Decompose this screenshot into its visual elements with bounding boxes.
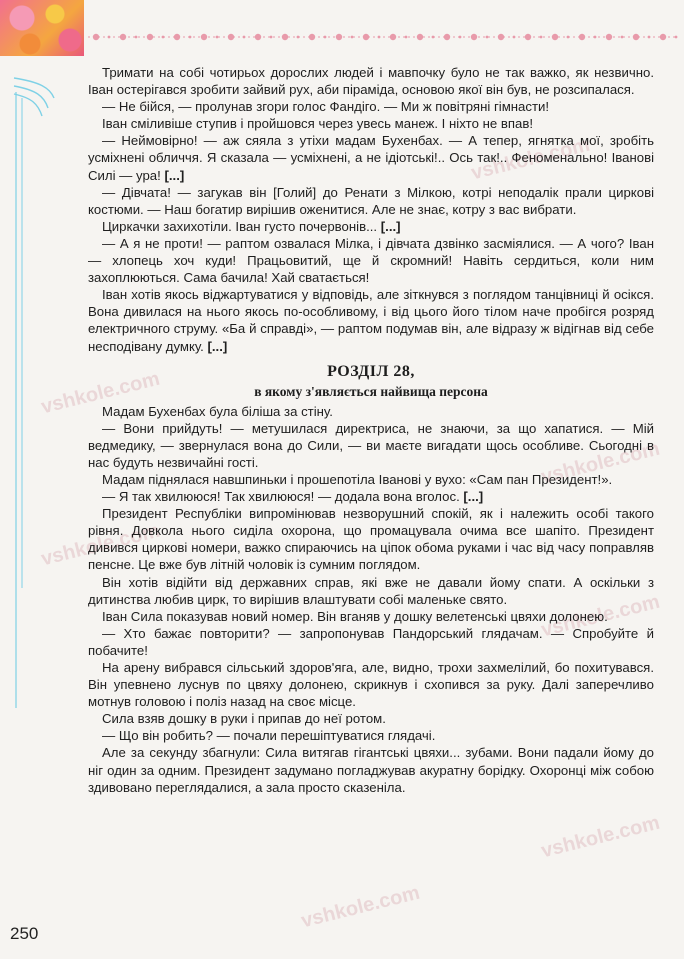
paragraph	[88, 218, 654, 235]
watermark: vshkole.com	[39, 519, 162, 571]
paragraph	[88, 574, 654, 608]
watermark: vshkole.com	[539, 811, 662, 863]
page-number: 250	[10, 924, 39, 943]
paragraph-text: Мадам Бухенбах була біліша за стіну.	[102, 403, 333, 419]
paragraph	[88, 710, 654, 727]
paragraph-text: — Хто бажає повторити? — запропонував Пандорський глядачам. — Спробуйте й побачите!	[88, 625, 654, 658]
corner-decoration	[0, 0, 84, 56]
paragraphs-after-section	[88, 403, 654, 796]
paragraph-text: Іван Сила показував новий номер. Він вганяв у дошку велетенські цвяхи долонею.	[102, 608, 608, 624]
omission-mark: [...]	[164, 167, 185, 183]
paragraph	[88, 403, 654, 420]
section-title: РОЗДІЛ 28,	[327, 362, 415, 380]
paragraph-text: — А я не проти! — раптом озвалася Мілка, і дівчата дзвінко засміялися. — А чого? Іван — хлопець хоч куди! Працьовитий, ще й скромний! Навіть сердиться, коли ним захоплюються. Сама бачила! Хай сватається!	[88, 235, 654, 286]
paragraph	[88, 132, 654, 183]
text-body	[88, 64, 654, 796]
paragraph-text: Іван сміливіше ступив і пройшовся через увесь манеж. І ніхто не впав!	[102, 116, 533, 132]
paragraph	[88, 744, 654, 795]
paragraph	[88, 471, 654, 488]
paragraph	[88, 235, 654, 286]
paragraph-text: Іван хотів якось віджартуватися у відповідь, але зіткнувся з поглядом танцівниці й осікся. Вона дивилася на нього якось по-особливому, і від цього його тілом наче пробігся розряд електричного струму. «Ба й справді», — раптом подумав він, але відразу ж відігнав від себе несподівану думку.	[88, 287, 654, 354]
section-subtitle: в якому з'являється найвища персона	[254, 383, 488, 399]
watermark: vshkole.com	[299, 881, 422, 933]
paragraph-text: Але за секунду збагнули: Сила витягав гігантські цвяхи... зубами. Вони падали йому до ніг один за одним. Президент задумано погладжував акуратну борідку. Охоронці між собою здивовано переглядалися, а зала просто сказеніла.	[88, 745, 654, 795]
paragraph	[88, 505, 654, 573]
paragraph-text: Сила взяв дошку в руки і припав до неї ротом.	[102, 711, 386, 727]
omission-mark: [...]	[463, 489, 484, 505]
paragraphs-before-section	[88, 64, 654, 355]
watermark: vshkole.com	[469, 133, 592, 185]
paragraph	[88, 184, 654, 218]
omission-mark: [...]	[380, 218, 401, 234]
paragraph	[88, 420, 654, 471]
paragraph	[88, 625, 654, 659]
paragraph-text: Тримати на собі чотирьох дорослих людей і мавпочку було не так важко, як незвично. Іван остерігався зробити зайвий рух, аби піраміда, основою якої він був, не розсипалася.	[88, 65, 654, 98]
paragraph-text: Президент Республіки випромінював незворушний спокій, як і належить особі такого рівня. Довкола нього сиділа охорона, що промацувала очима все шапіто. Президент дивився циркові номери, важко спираючись на ціпок обома руками і час від часу поправляв пенсне. Це вже був літній чоловік із сумним поглядом.	[88, 506, 654, 573]
watermark: vshkole.com	[39, 367, 162, 419]
paragraph-text: — Не бійся, — пролунав згори голос Фандіго. — Ми ж повітряні гімнасти!	[102, 99, 550, 115]
paragraph-text: Циркачки захихотіли. Іван густо почервонів...	[102, 218, 381, 234]
paragraph	[88, 286, 654, 354]
paragraph	[88, 659, 654, 710]
paragraph-text: — Дівчата! — загукав він [Голий] до Ренати з Мілкою, котрі неподалік прали циркові костюми. — Наш богатир вирішив оженитися. Але не знає, котру з вас вибрати.	[88, 184, 654, 217]
section-heading	[88, 361, 654, 401]
paragraph	[88, 727, 654, 744]
paragraph-text: На арену вибрався сільський здоров'яга, але, видно, трохи захмелілий, бо похитувався. Він упевнено луснув по цвяху долонею, скрикнув і схопився за руку. Далі заперечливо мотнув головою і поліз назад на своє місце.	[88, 660, 654, 710]
paragraph	[88, 608, 654, 625]
paragraph	[88, 98, 654, 115]
watermark: vshkole.com	[539, 437, 662, 489]
paragraph-text: Мадам піднялася навшпиньки і прошепотіла Іванові у вухо: «Сам пан Президент!».	[102, 471, 613, 487]
header-ornament	[88, 30, 678, 44]
margin-decoration	[10, 68, 58, 708]
paragraph	[88, 488, 654, 505]
paragraph	[88, 64, 654, 98]
omission-mark: [...]	[207, 338, 228, 354]
paragraph-text: Він хотів відійти від державних справ, які вже не давали йому спати. А оскільки з дитинства любив цирк, то вирішив влаштувати собі маленьке свято.	[88, 574, 654, 607]
paragraph-text: — Вони прийдуть! — метушилася директриса, не знаючи, за що хапатися. — Мій ведмедику, — звернулася вона до Сили, — ви маєте вигадати щось особливе. Сьогодні в нас будуть незвичайні гості.	[88, 420, 654, 470]
paragraph-text: — Що він робить? — почали перешіптуватися глядачі.	[102, 728, 436, 744]
paragraph	[88, 115, 654, 132]
watermark: vshkole.com	[539, 590, 662, 642]
paragraph-text: — Неймовірно! — аж сяяла з утіхи мадам Бухенбах. — А тепер, ягнятка мої, зробіть усміхнені обличчя. Я сказала — усміхнені, а не ідіотські!.. Ось так!.. Феноменально! Іванові Силі — ура!	[88, 133, 654, 183]
paragraph-text: — Я так хвилююся! Так хвилююся! — додала вона вголос.	[102, 489, 464, 505]
